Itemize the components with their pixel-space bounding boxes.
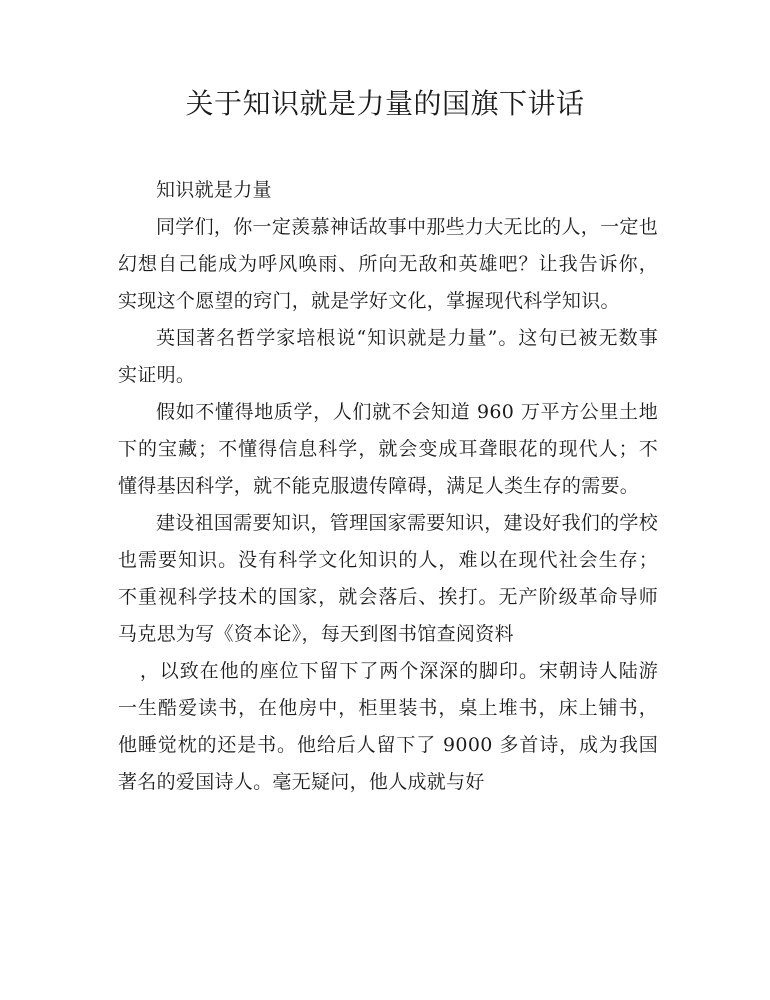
paragraph: 同学们，你一定羡慕神话故事中那些力大无比的人，一定也幻想自己能成为呼风唤雨、所向无敌和英雄吧？让我告诉你，实现这个愿望的窍门，就是学好文化，掌握现代科学知识。: [118, 216, 658, 312]
paragraph: 英国著名哲学家培根说“知识就是力量”。这句已被无数事实证明。: [118, 327, 658, 386]
document-body: [118, 172, 658, 801]
paragraph: ，以致在他的座位下留下了两个深深的脚印。宋朝诗人陆游一生酷爱读书，在他房中，柜里装书，桌上堆书，床上铺书，他睡觉枕的还是书。他给后人留下了 9000 多首诗，成为我国著名的爱国诗人。毫无疑问，他人成就与好: [118, 660, 658, 793]
paragraph: 假如不懂得地质学，人们就不会知道 960 万平方公里土地下的宝藏；不懂得信息科学，就会变成耳聋眼花的现代人；不懂得基因科学，就不能克服遗传障碍，满足人类生存的需要。: [118, 401, 658, 497]
paragraph: 建设祖国需要知识，管理国家需要知识，建设好我们的学校也需要知识。没有科学文化知识的人，难以在现代社会生存；不重视科学技术的国家，就会落后、挨打。无产阶级革命导师马克思为写《资本论》，每天到图书馆查阅资料: [118, 512, 658, 645]
paragraph-heading: 知识就是力量: [156, 179, 272, 201]
document-title: 关于知识就是力量的国旗下讲话: [185, 87, 585, 120]
